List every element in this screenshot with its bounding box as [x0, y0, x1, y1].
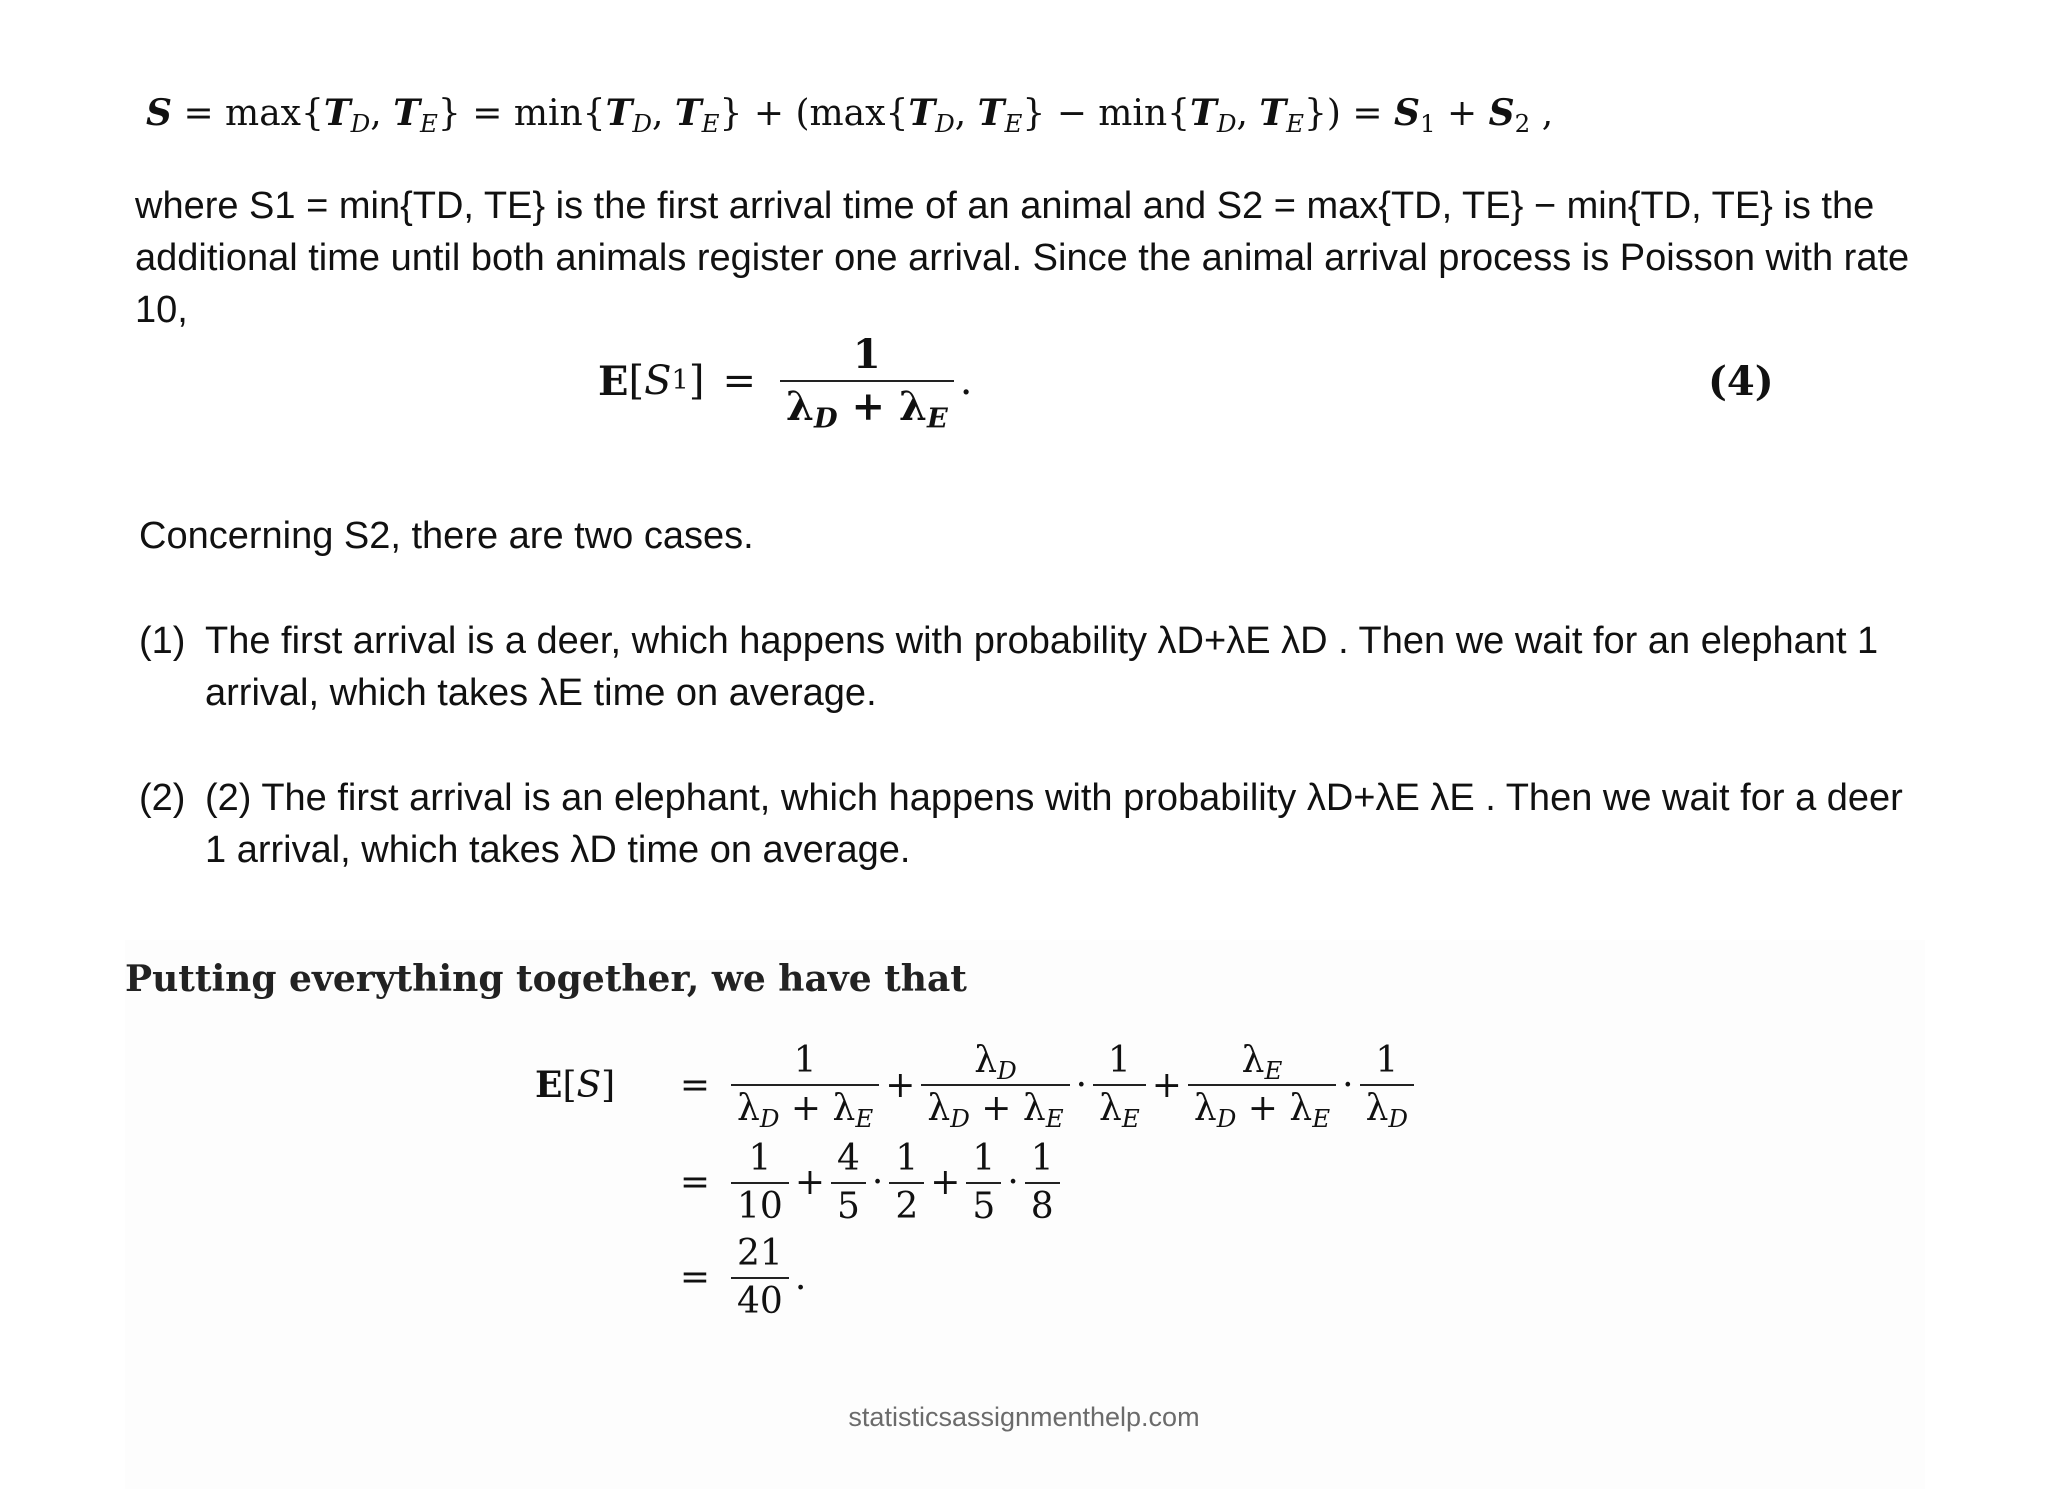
equation-top: $S = \max\{T_D$, $T_E\} = \min\{T_D$, $T_E\} + (\max\{T_D$, $T_E\} - \min\{T_D$, $T_E\}) = S_1 + S_2$ ,: [146, 92, 1554, 138]
cases-list: [139, 615, 1929, 876]
paragraph-first-arrival: where S1 = min{TD, TE} is the first arrival time of an animal and S2 = max{TD, TE} − min{TD, TE} is the additional time until both animals register one arrival. Since the animal arrival process is Poisson with rate 10,: [135, 185, 1910, 331]
case-number: (1): [139, 620, 186, 662]
final-eq-line-3: = $\frac{21}{40}$ .: [679, 1232, 807, 1322]
final-eq-line-1: E[S] = $\frac{1}{\lambda_D + \lambda_E}$ + $\frac{\lambda_D}{\lambda_D + \lambda_E}$ · $\frac{1}{\lambda_E}$ + $\frac{\lambda_E}{\lambda_D + \lambda_E}$ · $\frac{1}{\lambda_D}$: [535, 1035, 1420, 1135]
eq-top-lhs: S: [146, 92, 172, 134]
final-equation: [535, 1035, 1420, 1325]
equation-4: E [ S 1 ] = $\frac{1}{\lambda_D + \lambda_E}$ .: [598, 331, 973, 435]
case-text: The first arrival is a deer, which happens with probability λD+λE λD . Then we wait for an elephant 1 arrival, which takes λE time on average.: [205, 620, 1879, 714]
equation-tag-4: (4): [1708, 358, 1774, 405]
final-eq-line-2: = $\frac{1}{10}$ + $\frac{4}{5}$ · $\frac{1}{2}$ + $\frac{1}{5}$ · $\frac{1}{8}$: [535, 1135, 1420, 1230]
case-text: (2) The first arrival is an elephant, which happens with probability λD+λE λE . Then we wait for a deer 1 arrival, which takes λD time on average.: [205, 777, 1903, 871]
fraction-eq4: $\frac{1}{\lambda_D + \lambda_E}$: [780, 334, 954, 428]
case-item-1: [139, 615, 1929, 719]
concerning-s2-text: Concerning S2, there are two cases.: [139, 515, 754, 557]
footer-website: statisticsassignmenthelp.com: [848, 1402, 1200, 1432]
expectation-symbol: E: [598, 357, 629, 405]
putting-together-text: Putting everything together, we have that: [125, 958, 967, 1000]
case-number: (2): [139, 777, 186, 819]
case-item-2: [139, 772, 1929, 876]
